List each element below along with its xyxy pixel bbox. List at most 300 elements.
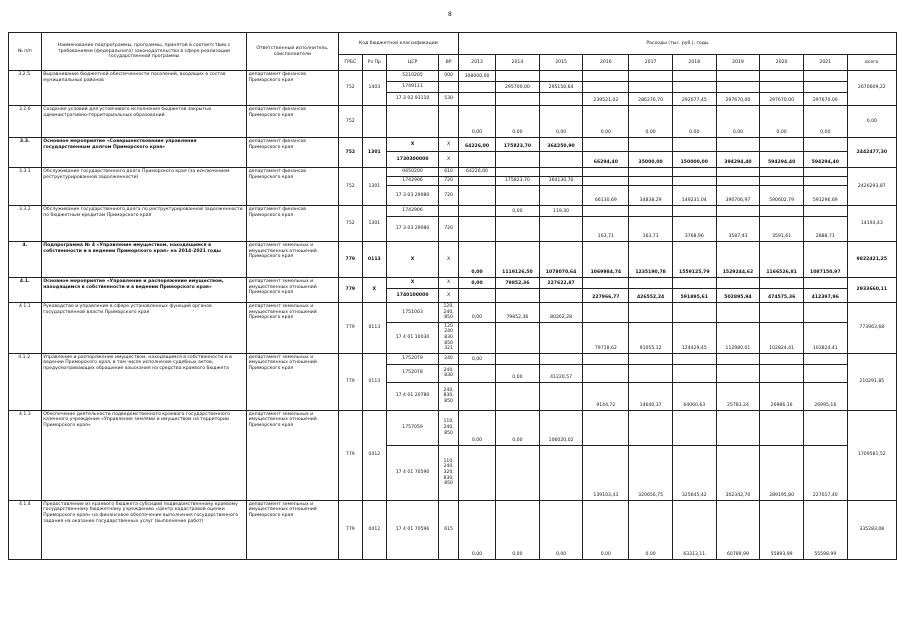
rzpr-code: 0412 <box>362 500 386 559</box>
year-value <box>672 168 716 177</box>
header-year: 2018 <box>672 55 716 71</box>
year-value: 1166526,81 <box>760 242 804 278</box>
year-value: 0,00 <box>458 353 495 364</box>
grbs-code: 752 <box>338 168 362 206</box>
header-year: 2019 <box>716 55 760 71</box>
year-value: 0,00 <box>496 106 540 138</box>
year-value: 0,00 <box>672 106 716 138</box>
year-value: 297670,00 <box>760 93 804 106</box>
year-value: 25783,24 <box>716 382 760 410</box>
table-row <box>9 278 897 289</box>
year-value: 34838,29 <box>629 186 673 206</box>
page-number: 8 <box>448 11 452 18</box>
year-value <box>583 177 629 186</box>
vr-code <box>439 106 459 138</box>
executor: департамент финансов Приморского края <box>247 106 339 138</box>
csr-code: 17 4 01 70590 <box>386 445 438 500</box>
year-value: 175823,70 <box>496 138 540 152</box>
year-value <box>458 93 495 106</box>
program-name: Руководство и управление в сфере установленных функций органов государственной власти Приморского края <box>41 303 246 354</box>
header-vr: ВР <box>439 55 459 71</box>
total-value: 14193,43 <box>847 206 896 242</box>
year-value: 55598,99 <box>803 500 847 559</box>
program-name: Создание условий для устойчивого исполнения бюджетов закрытых административно-территориальных образований <box>41 106 246 138</box>
rzpr-code <box>362 106 386 138</box>
vr-code: 120, 240, 850 <box>439 303 459 323</box>
header-year: 2014 <box>496 55 540 71</box>
year-value <box>716 364 760 382</box>
header-rzpr: Рз Пр <box>362 55 386 71</box>
header-expenses: Расходы (тыс. руб.), годы <box>458 33 896 55</box>
year-value: 139103,43 <box>583 445 629 500</box>
year-value <box>458 217 495 242</box>
row-number: 3.3. <box>9 138 42 168</box>
header-year: 2015 <box>539 55 583 71</box>
row-number: 4. <box>9 242 42 278</box>
year-value: 60789,99 <box>716 500 760 559</box>
row-number: 3.2.6 <box>9 106 42 138</box>
year-value <box>583 303 629 323</box>
year-value <box>458 186 495 206</box>
year-value: 0,00 <box>716 106 760 138</box>
executor: департамент земельных и имущественных отношений Приморского края <box>247 353 339 410</box>
program-name: Обслуживание государственного долга по реструктурированной задолженности по бюджетным кредитам Приморского края <box>41 206 246 242</box>
vr-code: X <box>439 242 459 278</box>
year-value <box>496 217 540 242</box>
year-value: 80262,28 <box>539 303 583 323</box>
header-kbk: Код бюджетной классификации <box>338 33 458 55</box>
table-row <box>9 206 897 217</box>
year-value <box>803 71 847 82</box>
year-value: 1235190,78 <box>629 242 673 278</box>
year-value: 0,00 <box>583 106 629 138</box>
year-value: 14640,37 <box>629 382 673 410</box>
program-name: Обслуживание государственного долга Приморского края (за исключением реструктурированной задолженности) <box>41 168 246 206</box>
year-value: 0,00 <box>458 106 495 138</box>
year-value: 426552,24 <box>629 289 673 303</box>
year-value <box>672 364 716 382</box>
csr-code: 1757059 <box>386 410 438 445</box>
year-value: 79852,36 <box>496 303 540 323</box>
table-row <box>9 353 897 364</box>
table-row <box>9 303 897 323</box>
executor: департамент финансов Приморского края <box>247 206 339 242</box>
header-grbs: ГРБС <box>338 55 362 71</box>
year-value: 119,30 <box>539 206 583 217</box>
year-value: 594294,40 <box>760 152 804 168</box>
year-value <box>629 353 673 364</box>
year-value: 150000,00 <box>672 152 716 168</box>
header-name: Наименование подпрограммы, программы, принятой в соответствии с требованиями (федерального) законодательства в сфере реализации государственной программы <box>41 33 246 71</box>
csr-code: 1751003 <box>386 303 438 323</box>
row-number: 3.3.1 <box>9 168 42 206</box>
year-value <box>629 364 673 382</box>
year-value <box>716 206 760 217</box>
year-value: 297670,00 <box>803 93 847 106</box>
year-value <box>458 364 495 382</box>
vr-code: 240, 830, 850 <box>439 382 459 410</box>
year-value <box>496 93 540 106</box>
year-value: 9144,72 <box>583 382 629 410</box>
csr-code: 1749111 <box>386 82 438 93</box>
year-value <box>760 82 804 93</box>
year-value <box>716 303 760 323</box>
year-value <box>496 445 540 500</box>
year-value <box>583 168 629 177</box>
csr-code: 5210205 <box>386 71 438 82</box>
year-value <box>539 353 583 364</box>
year-value: 66294,40 <box>583 152 629 168</box>
program-name: Основное мероприятие «Совершенствование управления государственным долгом Приморского края» <box>41 138 246 168</box>
year-value <box>496 186 540 206</box>
executor: департамент земельных и имущественных отношений Приморского края <box>247 500 339 559</box>
year-value: 394294,40 <box>716 152 760 168</box>
program-name: Выравнивание бюджетной обеспеченности поселений, входящих в состав муниципальных районов <box>41 71 246 106</box>
program-name: Предоставление из краевого бюджета субсидий подведомственному краевому государственному бюджетному учреждению «Центр кадастровой оценки Приморского края» на финансовое обеспечение выполнения государственного задания на оказание государственных услуг (выполнение работ) <box>41 500 246 559</box>
year-value <box>716 168 760 177</box>
rzpr-code: 0113 <box>362 242 386 278</box>
year-value <box>803 278 847 289</box>
year-value <box>760 168 804 177</box>
total-value: 2933660,11 <box>847 278 896 303</box>
year-value <box>672 303 716 323</box>
year-value <box>583 71 629 82</box>
year-value <box>539 71 583 82</box>
year-value: 41220,57 <box>539 364 583 382</box>
year-value <box>539 289 583 303</box>
year-value: 1529244,62 <box>716 242 760 278</box>
year-value <box>458 382 495 410</box>
csr-code: X <box>386 278 438 289</box>
year-value <box>458 445 495 500</box>
year-value: 0,00 <box>458 303 495 323</box>
year-value: 1559125,79 <box>672 242 716 278</box>
header-year: 2016 <box>583 55 629 71</box>
year-value <box>583 410 629 445</box>
grbs-code: 779 <box>338 500 362 559</box>
year-value <box>760 71 804 82</box>
year-value <box>803 138 847 152</box>
csr-code: 0650200 <box>386 168 438 177</box>
year-value: 591296,69 <box>803 186 847 206</box>
budget-table <box>8 32 897 560</box>
year-value: 1078070,64 <box>539 242 583 278</box>
year-value: 1069984,74 <box>583 242 629 278</box>
year-value <box>629 138 673 152</box>
grbs-code: 779 <box>338 278 362 303</box>
vr-code: X <box>439 278 459 289</box>
year-value: 1087150,97 <box>803 242 847 278</box>
year-value: 390706,97 <box>716 186 760 206</box>
year-value: 102824,41 <box>803 322 847 353</box>
vr-code: 110, 240, 850 <box>439 410 459 445</box>
year-value <box>583 82 629 93</box>
year-value: 0,00 <box>583 500 629 559</box>
year-value: 3768,96 <box>672 217 716 242</box>
year-value <box>539 168 583 177</box>
csr-code: 17 4 01 20780 <box>386 382 438 410</box>
year-value: 286276,70 <box>629 93 673 106</box>
executor: департамент финансов Приморского края <box>247 71 339 106</box>
header-total: всего <box>847 55 896 71</box>
year-value <box>672 278 716 289</box>
year-value <box>760 303 804 323</box>
program-name: Управление и распоряжение имуществом, находящимся в собственности и в ведении Приморского края, в том числе исполнение судебных актов, предусматривающих обращение взыскания на средства краевого бюджета <box>41 353 246 410</box>
vr-code <box>439 82 459 93</box>
total-value: 9822421,25 <box>847 242 896 278</box>
vr-code: X <box>439 152 459 168</box>
year-value: 2888,71 <box>803 217 847 242</box>
year-value <box>629 177 673 186</box>
year-value <box>803 353 847 364</box>
year-value: 295150,64 <box>539 82 583 93</box>
year-value <box>716 177 760 186</box>
year-value: 0,00 <box>458 278 495 289</box>
year-value: 0,00 <box>496 410 540 445</box>
year-value: 590602,79 <box>760 186 804 206</box>
year-value <box>716 138 760 152</box>
rzpr-code: 0412 <box>362 410 386 500</box>
table-row <box>9 71 897 82</box>
grbs-code: 779 <box>338 353 362 410</box>
grbs-code: 752 <box>338 106 362 138</box>
vr-code: 720 <box>439 186 459 206</box>
row-number: 4.1.2. <box>9 353 42 410</box>
year-value: 3591,61 <box>760 217 804 242</box>
year-value <box>760 364 804 382</box>
year-value: 91055,12 <box>629 322 673 353</box>
total-value: 0,00 <box>847 106 896 138</box>
year-value: 112980,01 <box>716 322 760 353</box>
grbs-code: 779 <box>338 410 362 500</box>
year-value <box>496 382 540 410</box>
header-year: 2020 <box>760 55 804 71</box>
year-value <box>716 410 760 445</box>
year-value: 302342,70 <box>716 445 760 500</box>
grbs-code: 779 <box>338 242 362 278</box>
executor: департамент земельных и имущественных отношений Приморского края <box>247 278 339 303</box>
year-value <box>629 71 673 82</box>
year-value <box>672 82 716 93</box>
year-value <box>760 353 804 364</box>
year-value <box>539 322 583 353</box>
year-value <box>803 364 847 382</box>
total-value: 773963,68 <box>847 303 896 354</box>
csr-code: 1740100000 <box>386 289 438 303</box>
year-value <box>672 206 716 217</box>
table-row <box>9 500 897 559</box>
table-row <box>9 138 897 152</box>
vr-code: 615 <box>439 500 459 559</box>
year-value: 239521,02 <box>583 93 629 106</box>
year-value <box>629 278 673 289</box>
year-value <box>672 410 716 445</box>
year-value <box>629 303 673 323</box>
year-value <box>496 289 540 303</box>
year-value: 227966,77 <box>583 289 629 303</box>
year-value <box>583 353 629 364</box>
total-value: 210291,85 <box>847 353 896 410</box>
year-value <box>539 152 583 168</box>
csr-code: 1742906 <box>386 206 438 217</box>
year-value: 35000,00 <box>629 152 673 168</box>
csr-code <box>386 106 438 138</box>
year-value: 175823,70 <box>496 177 540 186</box>
program-name: Подпрограмма № 4 «Управление имуществом, находящимся в собственности и в ведении Приморского края» на 2014-2021 годы <box>41 242 246 278</box>
csr-code: 1742906 <box>386 177 438 186</box>
table-row <box>9 242 897 278</box>
csr-code: X <box>386 242 438 278</box>
csr-code: 17 3 02 93110 <box>386 93 438 106</box>
total-value: 2442477,30 <box>847 138 896 168</box>
year-value <box>583 206 629 217</box>
row-number: 3.3.2 <box>9 206 42 242</box>
executor: департамент земельных и имущественных отношений Приморского края <box>247 242 339 278</box>
year-value: 79718,62 <box>583 322 629 353</box>
year-value: 124429,45 <box>672 322 716 353</box>
year-value <box>716 353 760 364</box>
header-year: 2013 <box>458 55 495 71</box>
year-value <box>458 152 495 168</box>
year-value <box>803 206 847 217</box>
executor: департамент земельных и имущественных отношений Приморского края <box>247 303 339 354</box>
vr-code: 120 240 830 850 321 <box>439 322 459 353</box>
rzpr-code: 1301 <box>362 206 386 242</box>
year-value: 594294,40 <box>803 152 847 168</box>
year-value: 149231,04 <box>672 186 716 206</box>
grbs-code: 779 <box>338 303 362 354</box>
vr-code: 530 <box>439 93 459 106</box>
header-exec: Ответственный исполнитель, соисполнители <box>247 33 339 71</box>
year-value <box>496 322 540 353</box>
rzpr-code: 0113 <box>362 303 386 354</box>
year-value <box>672 138 716 152</box>
total-value: 2426293,87 <box>847 168 896 206</box>
vr-code <box>439 206 459 217</box>
year-value: 63313,11 <box>672 500 716 559</box>
grbs-code: 752 <box>338 71 362 106</box>
vr-code: 000 <box>439 71 459 82</box>
table-row <box>9 410 897 445</box>
year-value: 0,00 <box>629 500 673 559</box>
executor: департамент финансов Приморского края <box>247 168 339 206</box>
rzpr-code: X <box>362 278 386 303</box>
year-value: 26986,16 <box>760 382 804 410</box>
year-value <box>539 445 583 500</box>
year-value <box>760 206 804 217</box>
year-value: 227017,40 <box>803 445 847 500</box>
year-value <box>760 138 804 152</box>
year-value: 106020,02 <box>539 410 583 445</box>
table-row <box>9 168 897 177</box>
header-year: 2017 <box>629 55 673 71</box>
year-value: 0,00 <box>803 106 847 138</box>
year-value <box>458 322 495 353</box>
year-value: 26995,16 <box>803 382 847 410</box>
year-value: 412397,96 <box>803 289 847 303</box>
year-value: 0,00 <box>539 500 583 559</box>
year-value: 502895,94 <box>716 289 760 303</box>
year-value: 0,00 <box>629 106 673 138</box>
year-value <box>716 71 760 82</box>
year-value <box>716 82 760 93</box>
year-value: 163,71 <box>629 217 673 242</box>
rzpr-code: 1403 <box>362 71 386 106</box>
year-value: 0,00 <box>539 106 583 138</box>
year-value: 325645,42 <box>672 445 716 500</box>
year-value <box>672 177 716 186</box>
year-value <box>629 82 673 93</box>
year-value <box>803 410 847 445</box>
year-value: 64226,00 <box>458 138 495 152</box>
vr-code: 240, 830 <box>439 364 459 382</box>
row-number: 4.1.4 <box>9 500 42 559</box>
row-number: 4.1.3 <box>9 410 42 500</box>
year-value <box>583 138 629 152</box>
year-value <box>629 206 673 217</box>
year-value: 289195,80 <box>760 445 804 500</box>
csr-code: 17 4 01 70596 <box>386 500 438 559</box>
year-value: 0,00 <box>458 242 495 278</box>
year-value: 591895,61 <box>672 289 716 303</box>
year-value: 364130,70 <box>539 177 583 186</box>
year-value <box>458 82 495 93</box>
year-value <box>583 278 629 289</box>
executor: департамент земельных и имущественных отношений Приморского края <box>247 410 339 500</box>
year-value <box>496 353 540 364</box>
year-value <box>458 177 495 186</box>
executor: департамент финансов Приморского края <box>247 138 339 168</box>
year-value: 55893,99 <box>760 500 804 559</box>
year-value <box>672 353 716 364</box>
total-value: 2670609,22 <box>847 71 896 106</box>
program-name: Основное мероприятие «Управление и распоряжение имуществом, находящимся в собственности и в ведении Приморского края» <box>41 278 246 303</box>
vr-code: X <box>439 289 459 303</box>
year-value <box>458 289 495 303</box>
vr-code: 720 <box>439 217 459 242</box>
csr-code: 17 4 01 10030 <box>386 322 438 353</box>
csr-code: X <box>386 138 438 152</box>
year-value <box>458 206 495 217</box>
year-value: 0,00 <box>458 410 495 445</box>
year-value: 0,00 <box>496 364 540 382</box>
year-value: 295700,00 <box>496 82 540 93</box>
year-value <box>803 177 847 186</box>
vr-code: 240 <box>439 353 459 364</box>
csr-code: 17 3 03 29080 <box>386 186 438 206</box>
total-value: 335283,08 <box>847 500 896 559</box>
year-value <box>760 177 804 186</box>
row-number: 4.1.1 <box>9 303 42 354</box>
grbs-code: 752 <box>338 206 362 242</box>
year-value: 227622,87 <box>539 278 583 289</box>
year-value <box>496 71 540 82</box>
year-value <box>496 152 540 168</box>
year-value: 163,71 <box>583 217 629 242</box>
grbs-code: 752 <box>338 138 362 168</box>
row-number: 3.2.5. <box>9 71 42 106</box>
csr-code: 1752078 <box>386 364 438 382</box>
year-value <box>803 168 847 177</box>
year-value: 0,00 <box>760 106 804 138</box>
vr-code: X <box>439 138 459 152</box>
csr-code: 1752079 <box>386 353 438 364</box>
year-value <box>539 93 583 106</box>
year-value: 0,00 <box>496 206 540 217</box>
header-year: 2021 <box>803 55 847 71</box>
year-value: 0,00 <box>458 500 495 559</box>
program-name: Обеспечение деятельности подведомственного краевого государственного казенного учреждения «Управление землями и имуществом на территории Приморского края» <box>41 410 246 500</box>
